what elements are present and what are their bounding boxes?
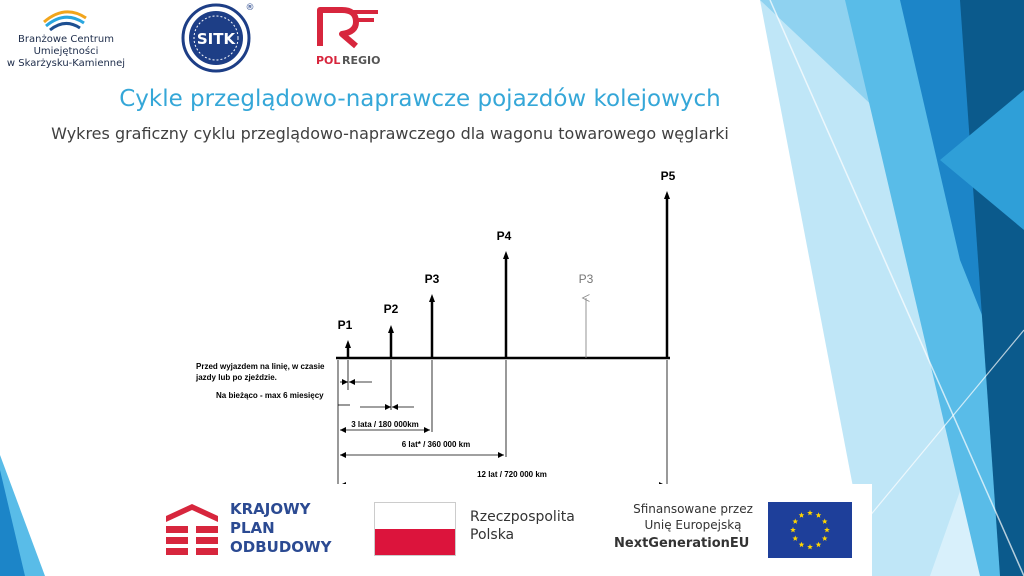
kpo-text: ODBUDOWY bbox=[230, 538, 332, 556]
polish-flag-icon bbox=[374, 502, 456, 556]
eu-text: NextGenerationEU bbox=[614, 536, 750, 551]
org-name-line: Umiejętności bbox=[33, 46, 99, 57]
note-p1-line2: jazdy lub po zjeździe. bbox=[196, 373, 277, 382]
note-p2: Na bieżąco - max 6 miesięcy bbox=[216, 391, 324, 400]
eu-text: Sfinansowane przez bbox=[633, 502, 753, 516]
kpo-text: PLAN bbox=[230, 519, 275, 537]
eu-text: Unię Europejską bbox=[644, 518, 742, 532]
kpo-logo-icon bbox=[166, 502, 218, 556]
sitk-logo-text: SITK bbox=[196, 30, 236, 48]
inspection-label-p3: P3 bbox=[424, 272, 440, 286]
interval-label-p4: 6 lat* / 360 000 km bbox=[401, 440, 471, 449]
eu-flag-icon bbox=[768, 502, 852, 558]
polregio-text-regio: REGIO bbox=[342, 54, 381, 66]
slide-subtitle: Wykres graficzny cyklu przeglądowo-naprawczego dla wagonu towarowego węglarki bbox=[51, 124, 729, 143]
rp-text: Rzeczpospolita bbox=[470, 509, 575, 525]
interval-label-p3: 3 lata / 180 000km bbox=[351, 420, 419, 429]
inspection-label-p4: P4 bbox=[496, 229, 512, 243]
inspection-label-p3-repeat: P3 bbox=[578, 272, 594, 286]
registered-mark: ® bbox=[245, 3, 255, 13]
interval-label-p5: 12 lat / 720 000 km bbox=[477, 470, 547, 479]
inspection-label-p2: P2 bbox=[383, 302, 399, 316]
slide-title: Cykle przeglądowo-naprawcze pojazdów kolejowych bbox=[119, 86, 721, 112]
org-name-line: Branżowe Centrum bbox=[18, 34, 114, 45]
note-p1-line1: Przed wyjazdem na linię, w czasie bbox=[196, 362, 325, 371]
rp-text: Polska bbox=[470, 527, 515, 543]
inspection-label-p1: P1 bbox=[337, 318, 353, 332]
inspection-label-p5: P5 bbox=[660, 169, 676, 183]
org-name-line: w Skarżysku-Kamiennej bbox=[6, 58, 126, 69]
kpo-text: KRAJOWY bbox=[230, 500, 311, 518]
polregio-text-pol: POL bbox=[316, 54, 341, 66]
